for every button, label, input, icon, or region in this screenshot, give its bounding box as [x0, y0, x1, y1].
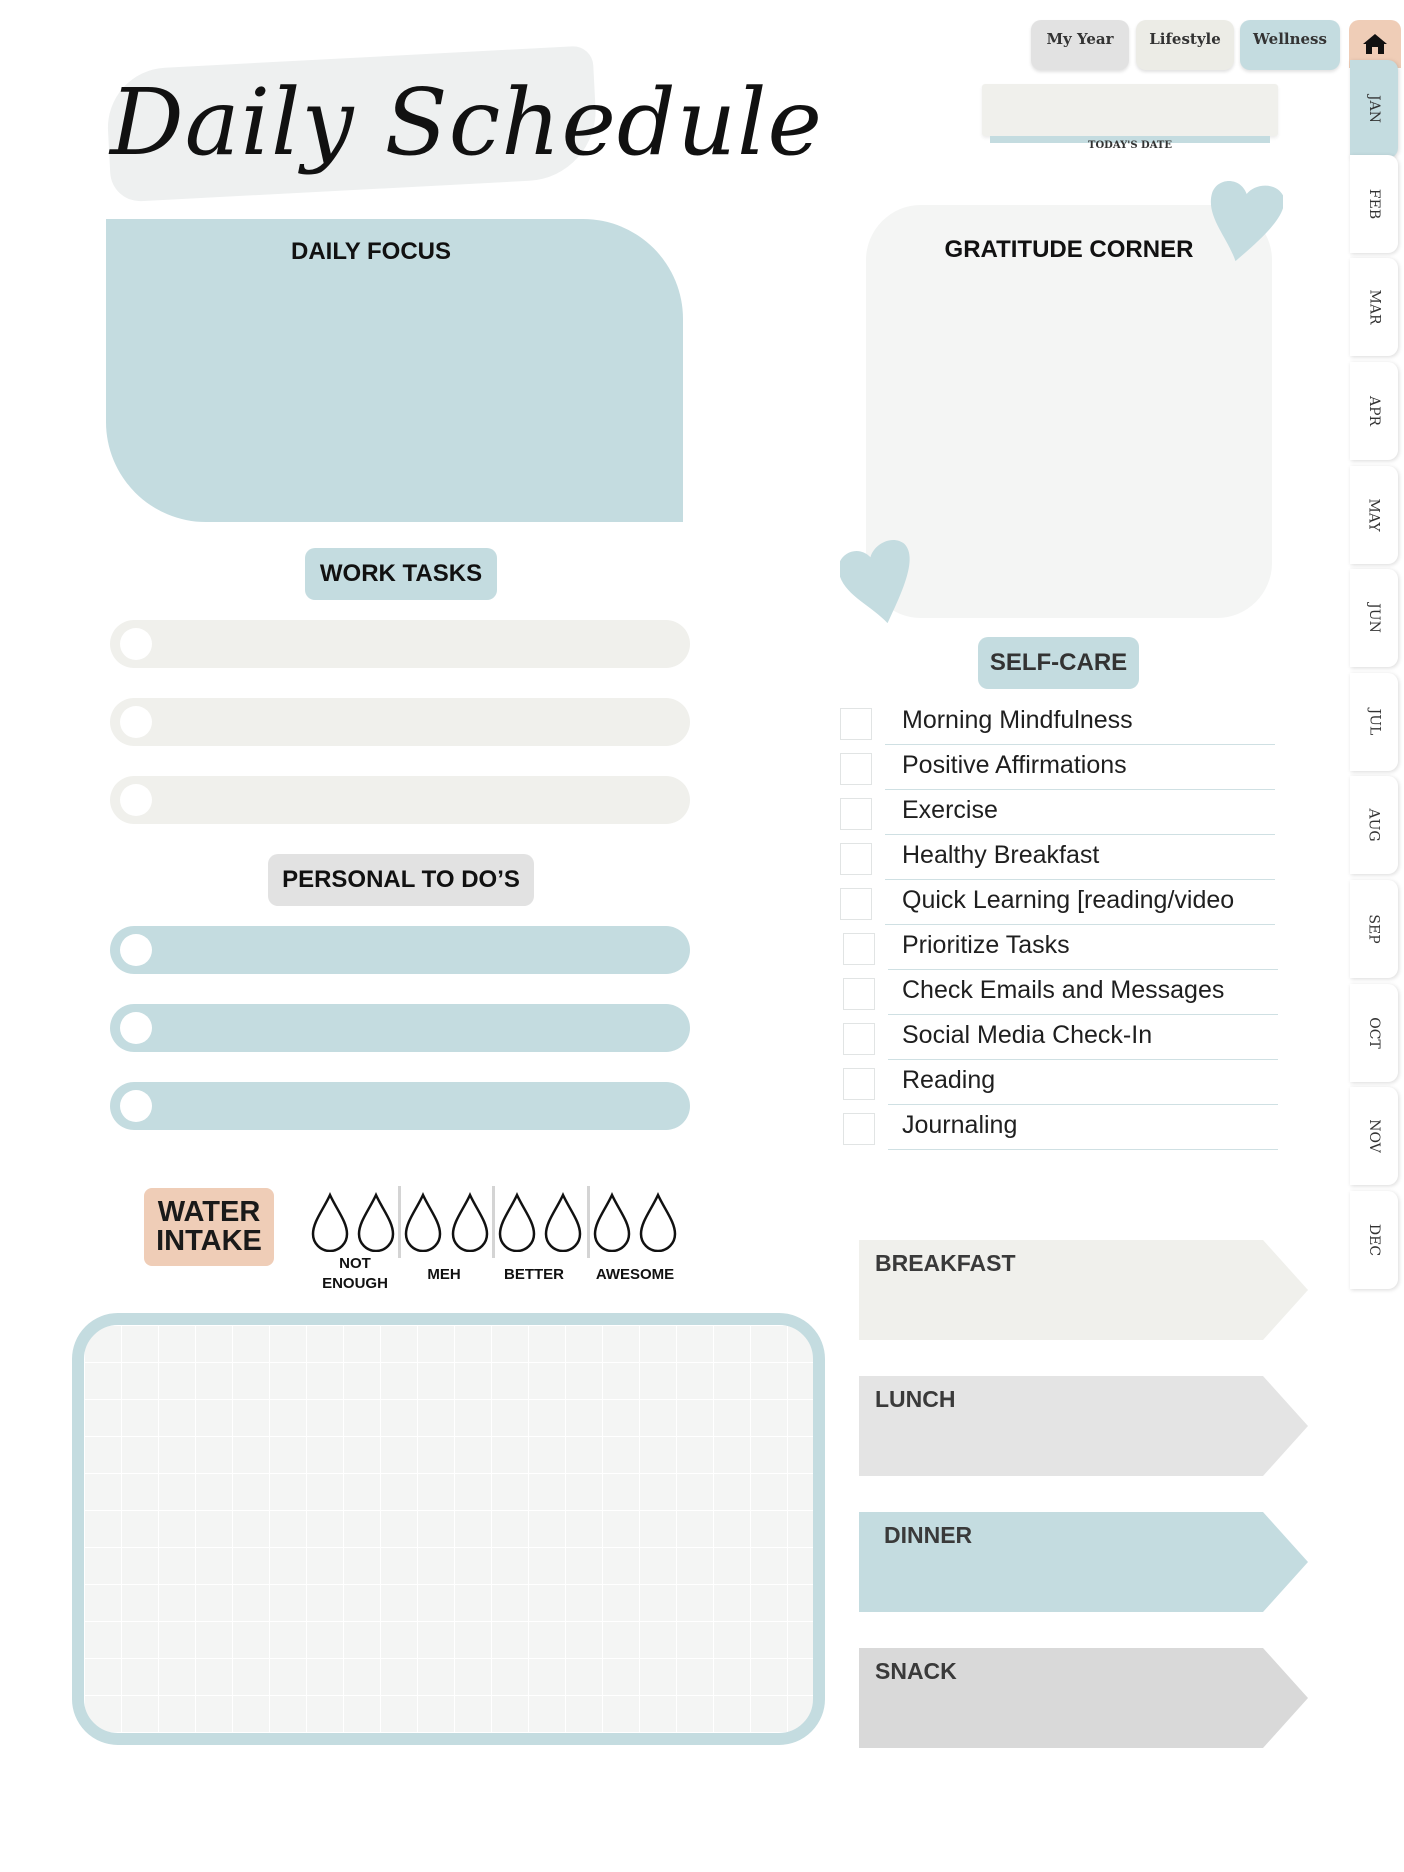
checkbox[interactable] [843, 1068, 875, 1100]
work-tasks-title: WORK TASKS [305, 548, 497, 600]
heart-icon [1205, 178, 1283, 264]
water-intake-label [144, 1188, 274, 1266]
month-tab-sep[interactable] [1350, 880, 1398, 978]
self-care-item[interactable] [840, 700, 1280, 745]
task-bullet[interactable] [120, 784, 152, 816]
tab-my-year[interactable]: My Year [1031, 20, 1129, 70]
meal-label: SNACK [875, 1658, 957, 1684]
water-drop-icon[interactable] [637, 1192, 679, 1252]
personal-todo-row[interactable] [110, 1082, 690, 1130]
self-care-item[interactable] [843, 1105, 1283, 1150]
month-label: MAR [1366, 289, 1382, 325]
self-care-label: Journaling [902, 1111, 1018, 1139]
month-label: AUG [1366, 808, 1382, 842]
month-tab-apr[interactable] [1350, 362, 1398, 460]
water-separator [587, 1186, 590, 1258]
water-level-text: ENOUGH [322, 1275, 388, 1292]
meal-dinner[interactable] [859, 1512, 1308, 1612]
water-separator [398, 1186, 401, 1258]
checkbox[interactable] [840, 843, 872, 875]
tab-lifestyle[interactable]: Lifestyle [1136, 20, 1234, 70]
month-label: JAN [1365, 95, 1382, 123]
month-label: JUL [1366, 708, 1382, 736]
self-care-item[interactable] [843, 925, 1283, 970]
work-task-row[interactable] [110, 620, 690, 668]
self-care-label: Healthy Breakfast [902, 841, 1100, 869]
notes-grid[interactable] [72, 1313, 825, 1745]
self-care-label: Positive Affirmations [902, 751, 1127, 779]
water-drop-icon[interactable] [591, 1192, 633, 1252]
checkbox[interactable] [840, 798, 872, 830]
gratitude-title: GRATITUDE CORNER [944, 236, 1194, 263]
self-care-label: Reading [902, 1066, 996, 1094]
personal-todos-title: PERSONAL TO DO’S [268, 854, 534, 906]
month-tab-jul[interactable] [1350, 673, 1398, 771]
month-label: SEP [1365, 914, 1382, 944]
checkbox[interactable] [840, 753, 872, 785]
month-label: JUN [1365, 603, 1382, 633]
month-tab-aug[interactable] [1350, 776, 1398, 874]
meal-breakfast[interactable] [859, 1240, 1308, 1340]
checkbox[interactable] [843, 978, 875, 1010]
self-care-item[interactable] [843, 970, 1283, 1015]
task-bullet[interactable] [120, 1090, 152, 1122]
self-care-label: Quick Learning [reading/video [902, 886, 1235, 914]
self-care-item[interactable] [840, 790, 1280, 835]
heart-icon [840, 538, 918, 628]
water-level-label: BETTER [504, 1266, 564, 1283]
month-tab-dec[interactable] [1350, 1191, 1398, 1289]
work-task-row[interactable] [110, 776, 690, 824]
water-drop-icon[interactable] [449, 1192, 491, 1252]
water-drop-icon[interactable] [542, 1192, 584, 1252]
task-bullet[interactable] [120, 934, 152, 966]
month-tab-feb[interactable] [1350, 155, 1398, 253]
todays-date-input[interactable] [982, 84, 1278, 136]
water-label-line: INTAKE [156, 1225, 262, 1257]
self-care-item[interactable] [840, 880, 1280, 925]
personal-todo-row[interactable] [110, 926, 690, 974]
self-care-label: Exercise [902, 796, 998, 824]
meal-lunch[interactable] [859, 1376, 1308, 1476]
self-care-item[interactable] [843, 1015, 1283, 1060]
self-care-label: Morning Mindfulness [902, 706, 1133, 734]
month-tab-jun[interactable] [1350, 569, 1398, 667]
water-level-label: MEH [427, 1266, 461, 1283]
water-drop-icon[interactable] [355, 1192, 397, 1252]
home-icon [1362, 32, 1388, 56]
checkbox[interactable] [840, 888, 872, 920]
self-care-label: Social Media Check-In [902, 1021, 1153, 1049]
personal-todo-row[interactable] [110, 1004, 690, 1052]
water-level-label: AWESOME [595, 1266, 675, 1283]
divider [888, 1149, 1278, 1150]
self-care-item[interactable] [840, 835, 1280, 880]
checkbox[interactable] [843, 1113, 875, 1145]
self-care-item[interactable] [843, 1060, 1283, 1105]
month-label: NOV [1366, 1119, 1382, 1153]
water-separator [492, 1186, 495, 1258]
todays-date-label: TODAY'S DATE [1088, 140, 1172, 151]
self-care-title: SELF-CARE [978, 637, 1139, 689]
month-tab-jan[interactable] [1350, 60, 1398, 158]
month-label: OCT [1366, 1017, 1382, 1049]
water-drop-icon[interactable] [402, 1192, 444, 1252]
water-drop-icon[interactable] [496, 1192, 538, 1252]
gratitude-box[interactable] [866, 205, 1272, 618]
meal-label: BREAKFAST [875, 1250, 1016, 1276]
water-level-label [310, 1254, 400, 1294]
task-bullet[interactable] [120, 628, 152, 660]
checkbox[interactable] [843, 1023, 875, 1055]
month-tab-may[interactable] [1350, 466, 1398, 564]
meal-label: DINNER [884, 1522, 973, 1548]
checkbox[interactable] [840, 708, 872, 740]
month-label: MAY [1366, 498, 1382, 532]
month-tab-mar[interactable] [1350, 258, 1398, 356]
month-tab-nov[interactable] [1350, 1087, 1398, 1185]
water-label-line: WATER [157, 1196, 261, 1228]
water-drop-icon[interactable] [309, 1192, 351, 1252]
month-tab-oct[interactable] [1350, 984, 1398, 1082]
work-task-row[interactable] [110, 698, 690, 746]
page-title: Daily Schedule [110, 69, 823, 176]
tab-wellness[interactable]: Wellness [1240, 20, 1340, 70]
water-level-text: NOT [339, 1255, 371, 1272]
meal-label: LUNCH [875, 1386, 956, 1412]
month-label: DEC [1366, 1223, 1382, 1257]
checkbox[interactable] [843, 933, 875, 965]
month-label: APR [1365, 395, 1382, 427]
meal-snack[interactable] [859, 1648, 1308, 1748]
self-care-label: Check Emails and Messages [902, 976, 1225, 1004]
self-care-label: Prioritize Tasks [902, 931, 1070, 959]
daily-focus-title: DAILY FOCUS [290, 238, 452, 265]
month-label: FEB [1365, 188, 1382, 220]
self-care-item[interactable] [840, 745, 1280, 790]
task-bullet[interactable] [120, 706, 152, 738]
task-bullet[interactable] [120, 1012, 152, 1044]
